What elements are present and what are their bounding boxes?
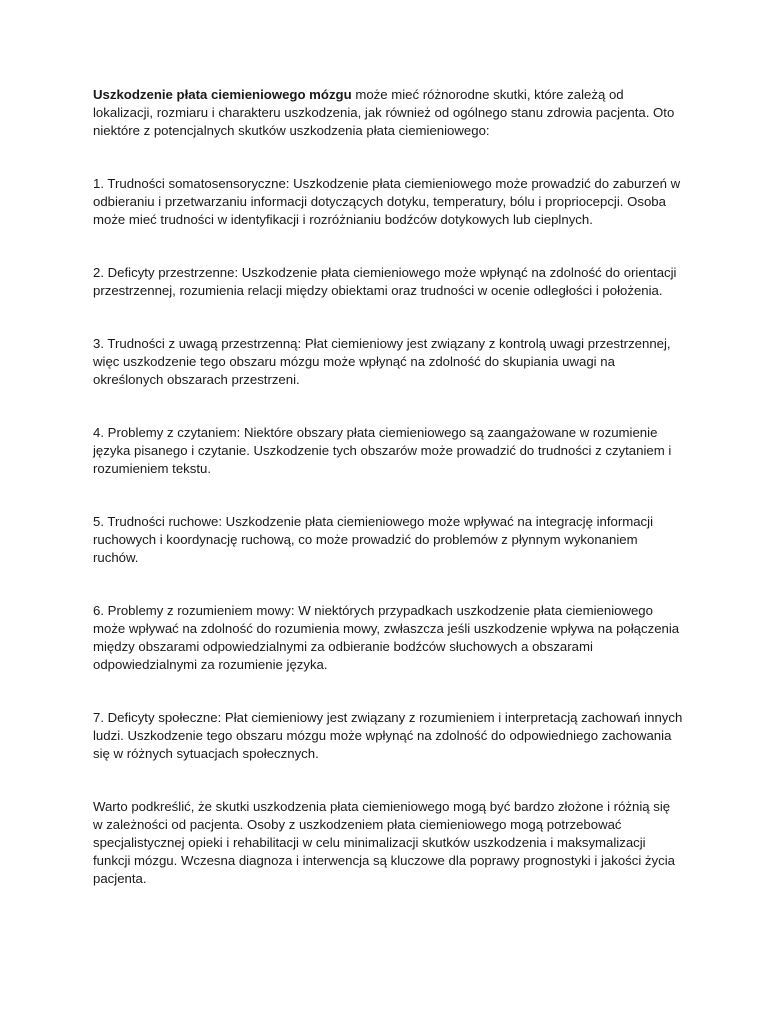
list-item-2: 2. Deficyty przestrzenne: Uszkodzenie płata ciemieniowego może wpłynąć na zdolność do orientacji przestrzennej, rozumienia relacji między obiektami oraz trudności w ocenie odległości i położenia.: [93, 265, 677, 298]
intro-text: może mieć różnorodne skutki, które zależą od lokalizacji, rozmiaru i charakteru uszkodzenia, jak również od ogólnego stanu zdrowia pacjenta. Oto niektóre z potencjalnych skutków uszkodzenia płata ciemieniowego:: [93, 87, 675, 138]
document-body: [93, 86, 683, 888]
conclusion-paragraph: Warto podkreślić, że skutki uszkodzenia płata ciemieniowego mogą być bardzo złożone i różnią się w zależności od pacjenta. Osoby z uszkodzeniem płata ciemieniowego mogą potrzebować specjalistycznej opieki i rehabilitacji w celu minimalizacji skutków uszkodzenia i maksymalizacji funkcji mózgu. Wczesna diagnoza i interwencja są kluczowe dla poprawy prognostyki i jakości życia pacjenta.: [93, 799, 675, 886]
list-item-5: 5. Trudności ruchowe: Uszkodzenie płata ciemieniowego może wpływać na integrację informacji ruchowych i koordynację ruchową, co może prowadzić do problemów z płynnym wykonaniem ruchów.: [93, 514, 654, 565]
intro-paragraph: [93, 86, 683, 140]
list-item-1: 1. Trudności somatosensoryczne: Uszkodzenie płata ciemieniowego może prowadzić do zaburzeń w odbieraniu i przetwarzaniu informacji dotyczących dotyku, temperatury, bólu i propriocepcji. Osoba może mieć trudności w identyfikacji i rozróżnianiu bodźców dotykowych lub cieplnych.: [93, 176, 681, 227]
list-item-6: 6. Problemy z rozumieniem mowy: W niektórych przypadkach uszkodzenie płata ciemieniowego może wpływać na zdolność do rozumienia mowy, zwłaszcza jeśli uszkodzenie wpływa na połączenia między obszarami odpowiedzialnymi za odbieranie bodźców słuchowych a obszarami odpowiedzialnymi za rozumienie języka.: [93, 603, 680, 672]
list-item-7: 7. Deficyty społeczne: Płat ciemieniowy jest związany z rozumieniem i interpretacją zachowań innych ludzi. Uszkodzenie tego obszaru mózgu może wpłynąć na zdolność do odpowiedniego zachowania się w różnych sytuacjach społecznych.: [93, 710, 683, 761]
intro-bold-lead: Uszkodzenie płata ciemieniowego mózgu: [93, 87, 352, 102]
list-item-3: 3. Trudności z uwagą przestrzenną: Płat ciemieniowy jest związany z kontrolą uwagi przestrzennej, więc uszkodzenie tego obszaru mózgu może wpłynąć na zdolność do skupiania uwagi na określonych obszarach przestrzeni.: [93, 336, 671, 387]
list-item-4: 4. Problemy z czytaniem: Niektóre obszary płata ciemieniowego są zaangażowane w rozumienie języka pisanego i czytanie. Uszkodzenie tych obszarów może prowadzić do trudności z czytaniem i rozumieniem tekstu.: [93, 425, 672, 476]
